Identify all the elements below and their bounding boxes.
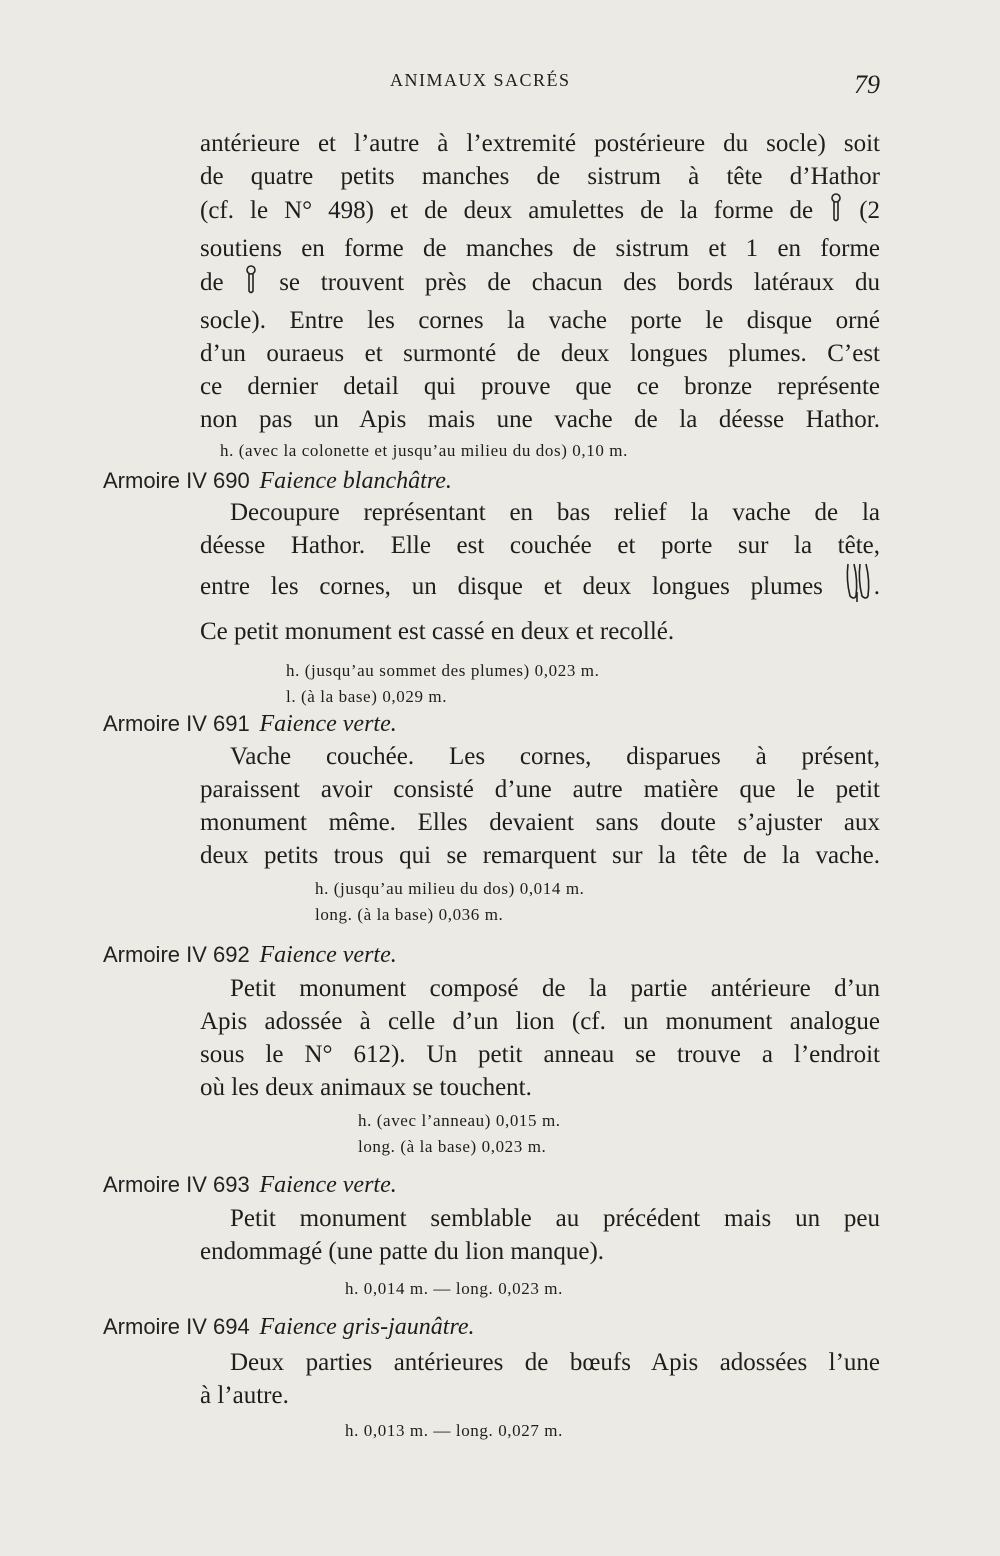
measurement: h. (avec l’anneau) 0,015 m. — [358, 1111, 561, 1130]
entry-heading — [103, 1172, 397, 1199]
measurement: long. (à la base) 0,023 m. — [358, 1137, 547, 1156]
text-line: déesse Hathor. Elle est couchée et porte sur la tête, — [200, 532, 880, 559]
entry-heading — [103, 1314, 475, 1341]
measurements — [200, 658, 880, 710]
material: Faience verte. — [259, 711, 397, 737]
cabinet-number: Armoire IV 692 — [103, 942, 250, 967]
measurement: h. 0,014 m. — long. 0,023 m. — [345, 1279, 563, 1298]
text-line: Apis adossée à celle d’un lion (cf. un monument analogue — [200, 1008, 880, 1035]
text-line: socle). Entre les cornes la vache porte le disque orné — [200, 307, 880, 334]
entry-description — [200, 740, 880, 928]
measurement: h. (jusqu’au sommet des plumes) 0,023 m. — [286, 661, 600, 680]
continuation-paragraph — [200, 127, 880, 464]
measurement: h. 0,013 m. — long. 0,027 m. — [345, 1421, 563, 1440]
text-line: de quatre petits manches de sistrum à tête d’Hathor — [200, 163, 880, 190]
entry-heading — [103, 711, 397, 738]
text-line: paraissent avoir consisté d’une autre matière que le petit — [200, 776, 880, 803]
measurement: h. (avec la colonette et jusqu’au milieu du dos) 0,10 m. — [220, 441, 628, 460]
entry-heading — [103, 468, 452, 495]
measurement: long. (à la base) 0,036 m. — [315, 905, 504, 924]
running-title: ANIMAUX SACRÉS — [390, 70, 571, 90]
text-line: de se trouvent près de chacun des bords latéraux du — [200, 265, 880, 304]
text-line: entre les cornes, un disque et deux longues plumes . — [200, 562, 880, 615]
measurements — [200, 876, 880, 928]
double-plume-icon — [844, 562, 874, 615]
material: Faience gris-jaunâtre. — [259, 1314, 475, 1340]
text-line: d’un ouraeus et surmonté de deux longues plumes. C’est — [200, 340, 880, 367]
cabinet-number: Armoire IV 690 — [103, 468, 250, 493]
text-line: deux petits trous qui se remarquent sur la tête de la vache. — [200, 842, 880, 869]
text-line: antérieure et l’autre à l’extremité postérieure du socle) soit — [200, 130, 880, 157]
measurement: l. (à la base) 0,029 m. — [286, 687, 448, 706]
text-line: ce dernier detail qui prouve que ce bronze représente — [200, 373, 880, 400]
material: Faience blanchâtre. — [259, 468, 452, 494]
material: Faience verte. — [259, 1172, 397, 1198]
entry-description — [200, 1346, 880, 1444]
entry-description — [200, 1202, 880, 1302]
entry-heading — [103, 942, 397, 969]
material: Faience verte. — [259, 942, 397, 968]
sistrum-amulet-icon — [244, 265, 258, 304]
text-line: monument même. Elles devaient sans doute s’ajuster aux — [200, 809, 880, 836]
text-line: Decoupure représentant en bas relief la vache de la — [230, 499, 880, 526]
entry-description — [200, 972, 880, 1160]
measurements — [200, 1108, 880, 1160]
text-line: Deux parties antérieures de bœufs Apis adossées l’une — [230, 1349, 880, 1376]
text-line: Petit monument semblable au précédent mais un peu — [230, 1205, 880, 1232]
measurement: h. (jusqu’au milieu du dos) 0,014 m. — [315, 879, 585, 898]
sistrum-amulet-icon — [829, 193, 843, 232]
text-line: (cf. le N° 498) et de deux amulettes de la forme de (2 — [200, 193, 880, 232]
text-line: sous le N° 612). Un petit anneau se trouve a l’endroit — [200, 1041, 880, 1068]
text-line: où les deux animaux se touchent. — [200, 1074, 532, 1101]
cabinet-number: Armoire IV 693 — [103, 1172, 250, 1197]
text-line: Vache couchée. Les cornes, disparues à présent, — [230, 743, 880, 770]
text-line: Ce petit monument est cassé en deux et recollé. — [200, 618, 675, 645]
entry-description — [200, 496, 880, 710]
text-line: non pas un Apis mais une vache de la déesse Hathor. — [200, 406, 880, 433]
text-line: Petit monument composé de la partie antérieure d’un — [230, 975, 880, 1002]
cabinet-number: Armoire IV 694 — [103, 1314, 250, 1339]
page-number: 79 — [854, 70, 880, 99]
text-line: endommagé (une patte du lion manque). — [200, 1238, 605, 1265]
measurements — [200, 1276, 880, 1302]
text-line: à l’autre. — [200, 1382, 289, 1409]
text-line: soutiens en forme de manches de sistrum et 1 en forme — [200, 235, 880, 262]
measurements — [200, 1418, 880, 1444]
cabinet-number: Armoire IV 691 — [103, 711, 250, 736]
